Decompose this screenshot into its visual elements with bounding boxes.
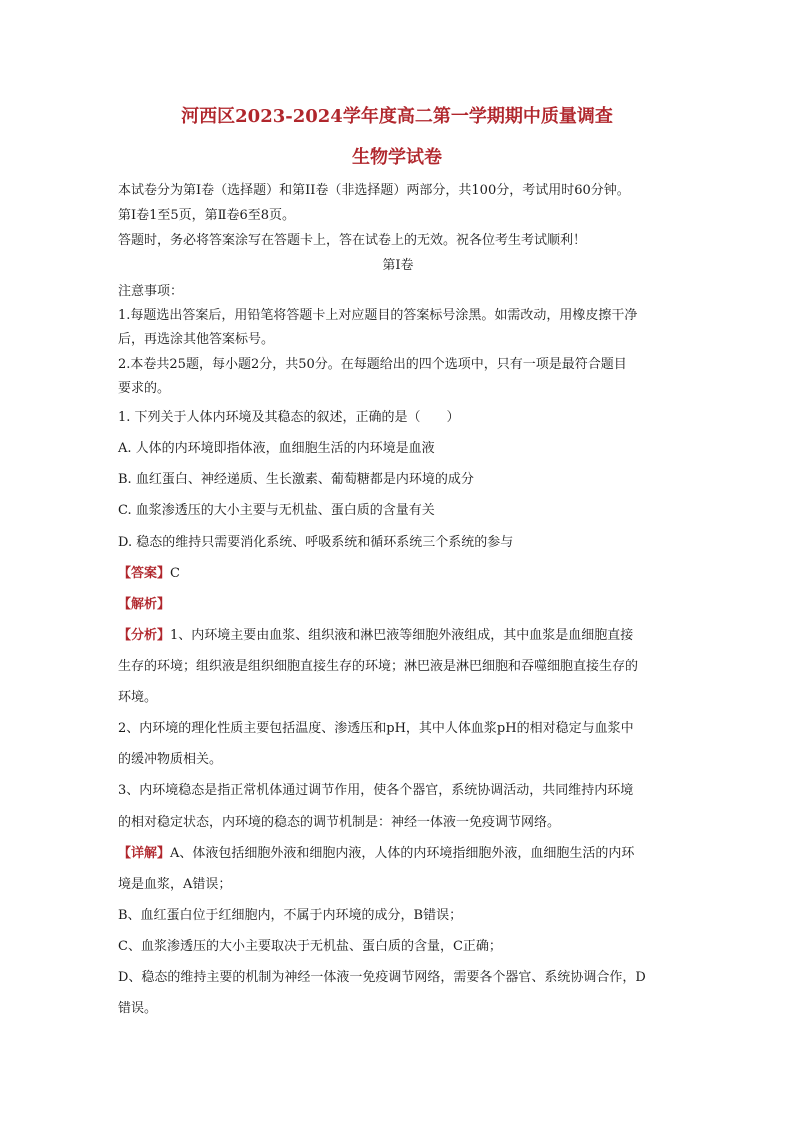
xiangjie-text-1: A、体液包括细胞外液和细胞内液，人体的内环境指细胞外液，血细胞生活的内环 xyxy=(170,846,635,861)
notice-heading: 注意事项： xyxy=(118,284,184,299)
fenxi-line-2: 生存的环境；组织液是组织细胞直接生存的环境；淋巴液是淋巴细胞和吞噬细胞直接生存的 xyxy=(118,659,639,674)
fenxi-line-1 xyxy=(118,627,633,645)
section-heading: 第Ⅰ卷 xyxy=(382,258,414,273)
answer-tag: 【答案】 xyxy=(118,566,171,581)
option-c: C. 血浆渗透压的大小主要与无机盐、蛋白质的含量有关 xyxy=(118,503,435,518)
xiangjie-line-1 xyxy=(118,845,634,863)
xiangjie-line-3: B、血红蛋白位于红细胞内，不属于内环境的成分，B错误； xyxy=(118,908,463,923)
fenxi-line-4: 2、内环境的理化性质主要包括温度、渗透压和pH，其中人体血浆pH的相对稳定与血浆中 xyxy=(118,721,634,736)
fenxi-line-3: 环境。 xyxy=(118,690,158,705)
fenxi-line-6: 3、内环境稳态是指正常机体通过调节作用，使各个器官，系统协调活动，共同维持内环境 xyxy=(118,783,634,798)
option-d: D. 稳态的维持只需要消化系统、呼吸系统和循环系统三个系统的参与 xyxy=(118,535,514,550)
answer-value: C xyxy=(170,566,180,581)
intro-line-3: 答题时，务必将答案涂写在答题卡上，答在试卷上的无效。祝各位考生考试顺利！ xyxy=(118,233,587,248)
xiangjie-line-2: 境是血浆，A错误； xyxy=(118,877,232,892)
fenxi-line-5: 的缓冲物质相关。 xyxy=(118,752,223,767)
page-subtitle: 生物学试卷 xyxy=(352,147,442,168)
notice-item-2-line-2: 要求的。 xyxy=(118,381,171,396)
notice-item-1-line-2: 后，再选涂其他答案标号。 xyxy=(118,332,275,347)
notice-item-2-line-1: 2.本卷共25题，每小题2分，共50分。在每题给出的四个选项中，只有一项是最符合题目 xyxy=(118,357,627,372)
document-body xyxy=(118,0,678,1123)
xiangjie-line-5: D、稳态的维持主要的机制为神经一体液一免疫调节网络，需要各个器官、系统协调合作，D xyxy=(118,970,646,985)
notice-item-1-line-1: 1.每题选出答案后，用铅笔将答题卡上对应题目的答案标号涂黑。如需改动，用橡皮擦干净 xyxy=(118,308,638,323)
xiangjie-line-6: 错误。 xyxy=(118,1001,158,1016)
answer-line xyxy=(118,565,180,583)
analysis-tag xyxy=(118,596,170,614)
fenxi-line-7: 的相对稳定状态，内环境的稳态的调节机制是：神经一体液一免疫调节网络。 xyxy=(118,815,561,830)
xiangjie-line-4: C、血浆渗透压的大小主要取决于无机盐、蛋白质的含量，C正确； xyxy=(118,939,502,954)
fenxi-text-1: 1、内环境主要由血浆、组织液和淋巴液等细胞外液组成，其中血浆是血细胞直接 xyxy=(170,628,634,643)
option-b: B. 血红蛋白、神经递质、生长激素、葡萄糖都是内环境的成分 xyxy=(118,472,474,487)
option-a: A. 人体的内环境即指体液，血细胞生活的内环境是血液 xyxy=(118,441,435,456)
page-title: 河西区2023-2024学年度高二第一学期期中质量调查 xyxy=(181,106,613,127)
intro-line-1: 本试卷分为第Ⅰ卷（选择题）和第II卷（非选择题）两部分，共100分，考试用时60分钟。 xyxy=(118,183,630,198)
xiangjie-tag: 【详解】 xyxy=(118,846,171,861)
question-stem: 1. 下列关于人体内环境及其稳态的叙述，正确的是（ ） xyxy=(118,410,460,425)
fenxi-tag: 【分析】 xyxy=(118,628,171,643)
analysis-tag-text: 【解析】 xyxy=(118,597,171,612)
intro-line-2: 第Ⅰ卷1至5页，第Ⅱ卷6至8页。 xyxy=(118,208,296,223)
